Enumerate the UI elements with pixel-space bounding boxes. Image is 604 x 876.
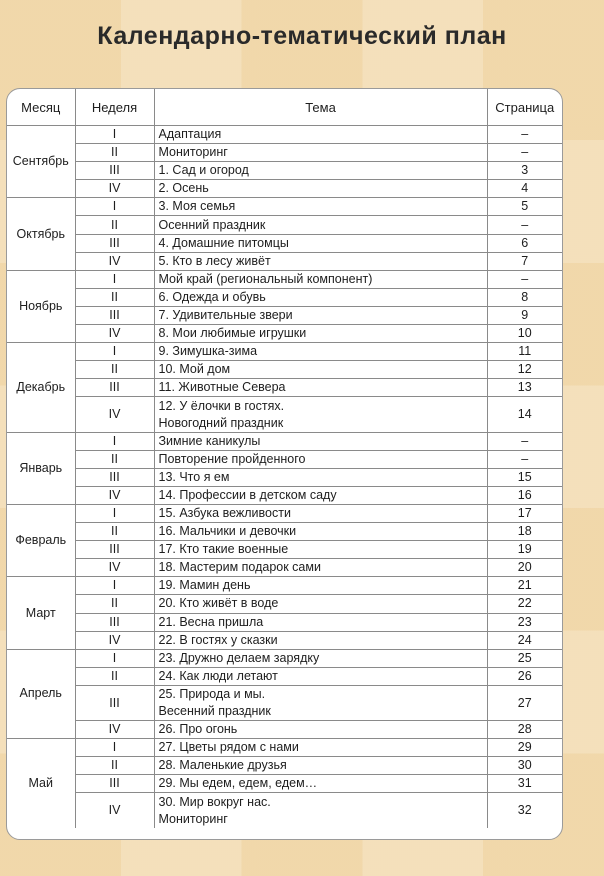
week-cell: I (75, 504, 154, 522)
week-cell: III (75, 379, 154, 397)
week-cell: II (75, 288, 154, 306)
table-row (7, 397, 562, 432)
topic-cell (154, 541, 487, 559)
topic-line: 9. Зимушка-зима (158, 344, 258, 359)
page-cell: 31 (487, 775, 562, 793)
topic-cell (154, 144, 487, 162)
week-cell: IV (75, 180, 154, 198)
topic-cell (154, 180, 487, 198)
table-row (7, 649, 562, 667)
table-row (7, 685, 562, 720)
page-cell: 3 (487, 162, 562, 180)
header-week: Неделя (75, 89, 154, 126)
week-cell: III (75, 306, 154, 324)
topic-cell (154, 523, 487, 541)
week-cell: I (75, 739, 154, 757)
topic-cell (154, 667, 487, 685)
topic-cell (154, 685, 487, 720)
table-row (7, 667, 562, 685)
table-row (7, 468, 562, 486)
table-row (7, 450, 562, 468)
topic-line: 25. Природа и мы. (158, 687, 266, 701)
topic-line: 4. Домашние питомцы (158, 235, 289, 250)
page-cell: 13 (487, 379, 562, 397)
topic-cell (154, 361, 487, 379)
week-cell: I (75, 198, 154, 216)
page-cell: 23 (487, 613, 562, 631)
topic-line: Повторение пройденного (158, 451, 306, 466)
topic-line: 17. Кто такие военные (158, 542, 289, 557)
week-cell: I (75, 432, 154, 450)
topic-cell (154, 486, 487, 504)
week-cell: III (75, 685, 154, 720)
topic-line: 2. Осень (158, 181, 209, 196)
page-cell: 20 (487, 559, 562, 577)
topic-line: 22. В гостях у сказки (158, 632, 278, 647)
topic-line: 21. Весна пришла (158, 614, 264, 629)
table-row (7, 631, 562, 649)
month-cell: Май (7, 739, 75, 828)
page-cell: 21 (487, 577, 562, 595)
table-row (7, 144, 562, 162)
topic-cell (154, 631, 487, 649)
topic-cell (154, 757, 487, 775)
topic-line: 16. Мальчики и девочки (158, 524, 297, 539)
week-cell: II (75, 144, 154, 162)
topic-cell (154, 775, 487, 793)
page-cell: 22 (487, 595, 562, 613)
table-row (7, 559, 562, 577)
topic-cell (154, 397, 487, 432)
week-cell: IV (75, 793, 154, 828)
page-cell: 25 (487, 649, 562, 667)
page-cell: 8 (487, 288, 562, 306)
topic-line-2: Мониторинг (158, 811, 228, 826)
table-row (7, 793, 562, 828)
month-cell: Март (7, 577, 75, 649)
table-row (7, 234, 562, 252)
topic-cell (154, 270, 487, 288)
week-cell: I (75, 126, 154, 144)
page-cell: 32 (517, 803, 532, 818)
topic-line: Мониторинг (158, 145, 228, 160)
month-cell: Февраль (7, 504, 75, 576)
topic-line: 14. Профессии в детском саду (158, 487, 337, 502)
page-title: Календарно-тематический план (97, 22, 507, 50)
table-row (7, 721, 562, 739)
topic-line: 7. Удивительные звери (158, 307, 293, 322)
page-cell: 30 (487, 757, 562, 775)
week-cell: II (75, 523, 154, 541)
table-row (7, 288, 562, 306)
page-cell: 14 (487, 397, 562, 432)
topic-cell (154, 577, 487, 595)
table-row (7, 162, 562, 180)
page-cell: 29 (487, 739, 562, 757)
topic-line: 8. Мои любимые игрушки (158, 326, 307, 341)
topic-cell (154, 793, 487, 828)
topic-cell (154, 613, 487, 631)
table-row (7, 577, 562, 595)
table-row (7, 180, 562, 198)
week-cell: II (75, 757, 154, 775)
header-topic: Тема (154, 89, 487, 126)
table-row (7, 126, 562, 144)
week-cell: III (75, 234, 154, 252)
page-cell: – (487, 432, 562, 450)
topic-line: 3. Моя семья (158, 199, 236, 214)
plan-table-card (6, 88, 563, 840)
table-row (7, 595, 562, 613)
topic-cell (154, 595, 487, 613)
table-row (7, 361, 562, 379)
week-cell: I (75, 343, 154, 361)
page-cell: – (487, 144, 562, 162)
week-cell: III (75, 162, 154, 180)
page-cell: – (487, 270, 562, 288)
page-cell: 7 (487, 252, 562, 270)
topic-line: Мой край (региональный компонент) (158, 271, 373, 286)
month-cell: Сентябрь (7, 126, 75, 198)
topic-line: 10. Мой дом (158, 362, 231, 377)
month-cell: Апрель (7, 649, 75, 738)
topic-cell (154, 306, 487, 324)
page-cell: 10 (487, 325, 562, 343)
topic-line: 1. Сад и огород (158, 163, 249, 178)
topic-cell (154, 288, 487, 306)
page-cell: 17 (487, 504, 562, 522)
page-cell: 24 (487, 631, 562, 649)
week-cell: IV (75, 486, 154, 504)
table-row (7, 270, 562, 288)
table-row (7, 306, 562, 324)
table-body (7, 126, 562, 828)
week-cell: IV (75, 252, 154, 270)
page-cell: 5 (487, 198, 562, 216)
topic-line: 5. Кто в лесу живёт (158, 253, 271, 268)
page-cell: – (487, 126, 562, 144)
table-row (7, 216, 562, 234)
topic-cell (154, 252, 487, 270)
topic-cell (154, 325, 487, 343)
topic-line: 27. Цветы рядом с нами (158, 740, 299, 755)
topic-line-2: Новогодний праздник (158, 415, 284, 430)
topic-line: 29. Мы едем, едем, едем… (158, 776, 318, 791)
week-cell: IV (75, 631, 154, 649)
page-cell: 11 (487, 343, 562, 361)
topic-cell (154, 559, 487, 577)
topic-line: 11. Животные Севера (158, 380, 286, 395)
week-cell: I (75, 649, 154, 667)
page-cell: – (487, 216, 562, 234)
topic-line: 26. Про огонь (158, 722, 238, 737)
table-row (7, 757, 562, 775)
topic-cell (154, 343, 487, 361)
week-cell: III (75, 775, 154, 793)
page-cell: 9 (487, 306, 562, 324)
page-cell: 6 (487, 234, 562, 252)
table-row (7, 541, 562, 559)
table-row (7, 198, 562, 216)
header-page: Страница (487, 89, 562, 126)
topic-line: 13. Что я ем (158, 469, 230, 484)
topic-cell (154, 721, 487, 739)
table-row (7, 252, 562, 270)
topic-cell (154, 162, 487, 180)
table-row (7, 379, 562, 397)
week-cell: II (75, 361, 154, 379)
topic-cell (154, 450, 487, 468)
week-cell: IV (75, 325, 154, 343)
week-cell: IV (75, 559, 154, 577)
topic-cell (154, 649, 487, 667)
page-cell: 4 (487, 180, 562, 198)
page-cell: 26 (487, 667, 562, 685)
week-cell: III (75, 613, 154, 631)
week-cell: II (75, 450, 154, 468)
month-cell: Декабрь (7, 343, 75, 432)
topic-line: 19. Мамин день (158, 578, 251, 593)
topic-cell (154, 198, 487, 216)
page-cell: 19 (487, 541, 562, 559)
table-row (7, 523, 562, 541)
topic-line: 20. Кто живёт в воде (158, 596, 279, 611)
table-row (7, 432, 562, 450)
topic-cell (154, 379, 487, 397)
month-cell: Ноябрь (7, 270, 75, 342)
table-row (7, 739, 562, 757)
week-cell: I (75, 577, 154, 595)
month-cell: Октябрь (7, 198, 75, 270)
topic-line: 24. Как люди летают (158, 668, 278, 683)
topic-line-2: Весенний праздник (158, 704, 271, 718)
table-row (7, 613, 562, 631)
topic-line: 30. Мир вокруг нас. (158, 794, 271, 809)
week-cell: IV (75, 721, 154, 739)
plan-table (7, 89, 562, 828)
table-row (7, 486, 562, 504)
topic-line: 18. Мастерим подарок сами (158, 560, 321, 575)
week-cell: IV (75, 397, 154, 432)
week-cell: II (75, 216, 154, 234)
topic-cell (154, 216, 487, 234)
table-header-row (7, 89, 562, 126)
topic-line: Зимние каникулы (158, 433, 261, 448)
table-row (7, 504, 562, 522)
topic-cell (154, 126, 487, 144)
table-row (7, 775, 562, 793)
topic-cell (154, 234, 487, 252)
week-cell: III (75, 468, 154, 486)
page-cell: 12 (487, 361, 562, 379)
page-cell: 18 (487, 523, 562, 541)
topic-line: 15. Азбука вежливости (158, 506, 291, 521)
table-row (7, 325, 562, 343)
week-cell: II (75, 667, 154, 685)
week-cell: II (75, 595, 154, 613)
topic-cell (154, 739, 487, 757)
topic-line: Адаптация (158, 127, 222, 142)
header-month: Месяц (7, 89, 75, 126)
topic-cell (154, 504, 487, 522)
page-cell: 27 (487, 685, 562, 720)
topic-line: 23. Дружно делаем зарядку (158, 650, 320, 665)
page-cell: 15 (487, 468, 562, 486)
table-row (7, 343, 562, 361)
topic-cell (154, 432, 487, 450)
page-cell: – (487, 450, 562, 468)
month-cell: Январь (7, 432, 75, 504)
page-cell: 28 (487, 721, 562, 739)
topic-line: 28. Маленькие друзья (158, 758, 287, 773)
topic-line: 12. У ёлочки в гостях. (158, 398, 285, 413)
topic-line: 6. Одежда и обувь (158, 289, 266, 304)
topic-line: Осенний праздник (158, 217, 266, 232)
topic-cell (154, 468, 487, 486)
page-cell: 16 (487, 486, 562, 504)
week-cell: I (75, 270, 154, 288)
week-cell: III (75, 541, 154, 559)
